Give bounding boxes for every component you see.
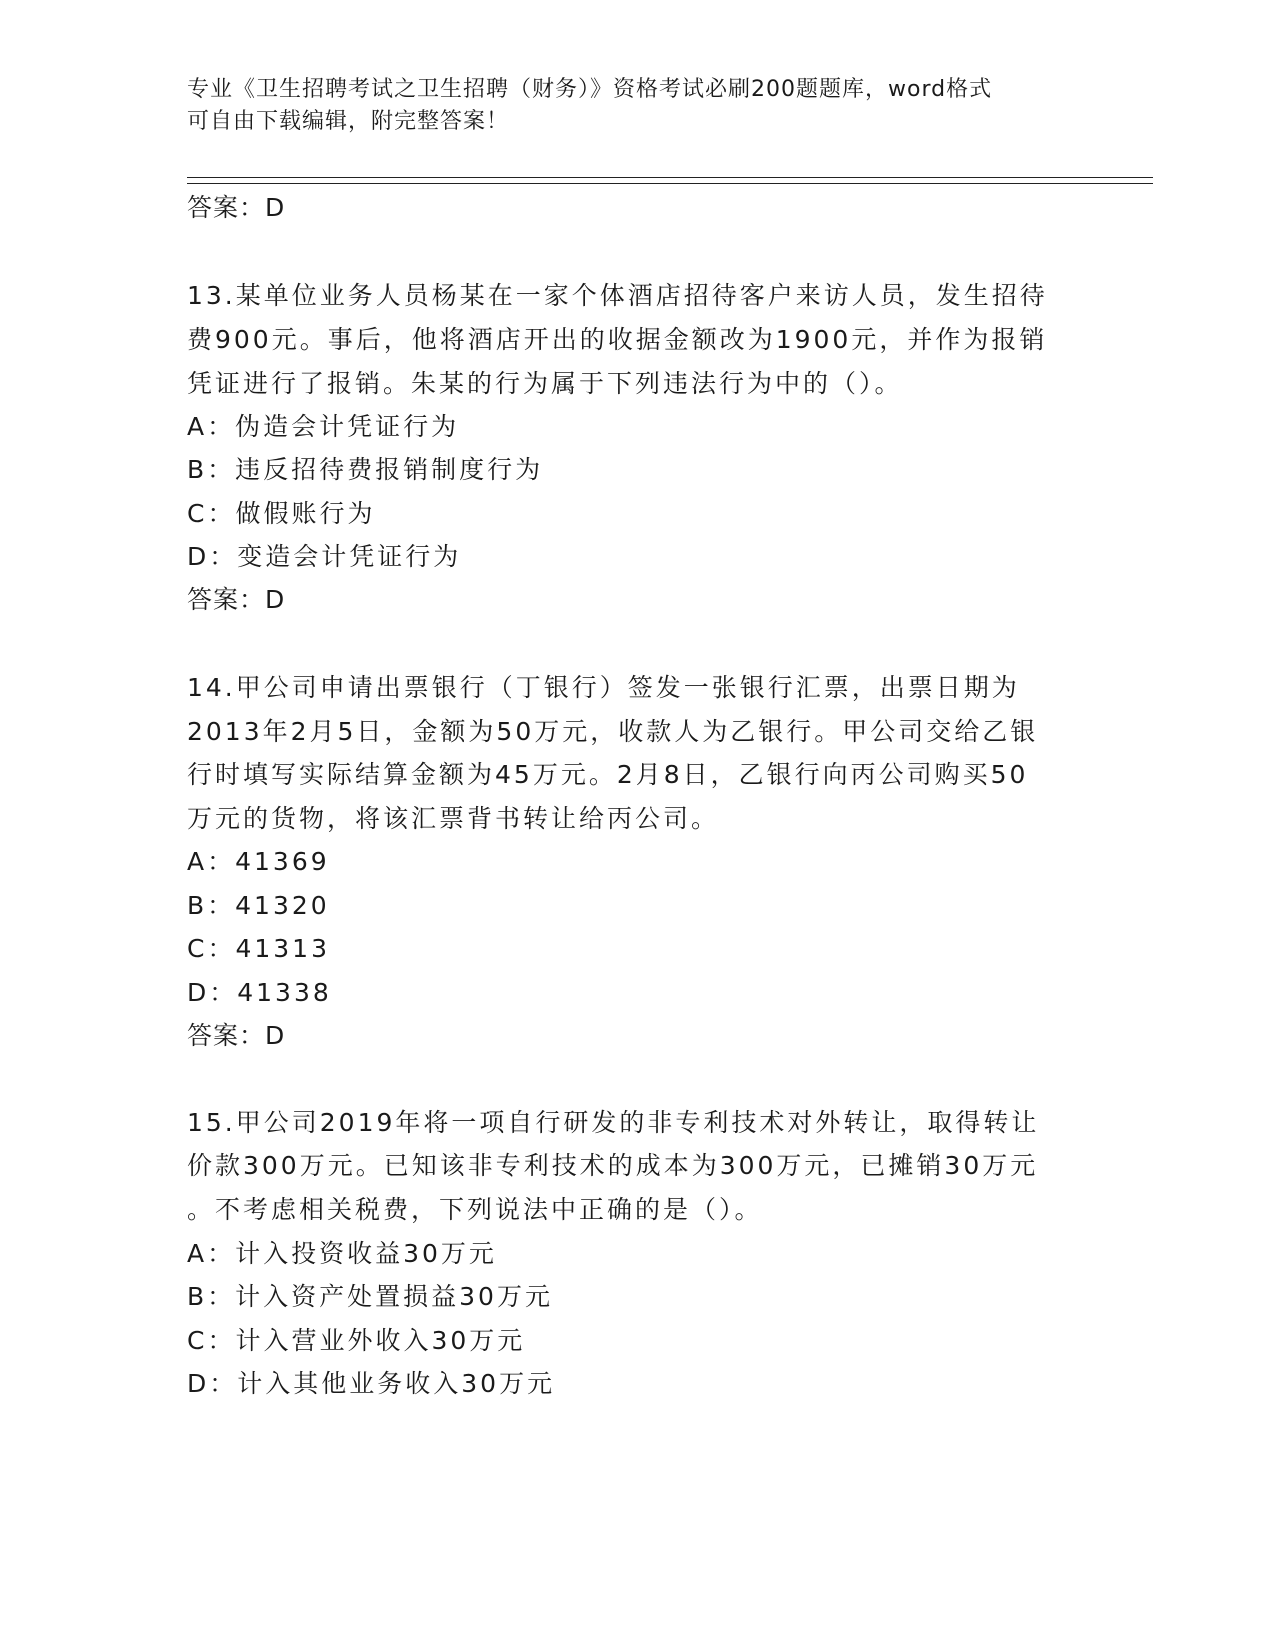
header-line-2: 可自由下载编辑，附完整答案！ <box>187 109 510 134</box>
header-divider-bottom <box>187 183 1153 184</box>
question-13-stem-1: 13.某单位业务人员杨某在一家个体酒店招待客户来访人员，发生招待 <box>187 281 1048 310</box>
document-header <box>187 74 1067 138</box>
question-13-option-b: B：违反招待费报销制度行为 <box>187 455 544 484</box>
question-14-option-b: B：41320 <box>187 891 330 920</box>
question-15-option-d: D：计入其他业务收入30万元 <box>187 1369 556 1398</box>
header-line-1: 专业《卫生招聘考试之卫生招聘（财务）》资格考试必刷200题题库，word格式 <box>187 77 993 102</box>
question-14-stem-4: 万元的货物，将该汇票背书转让给丙公司。 <box>187 804 720 833</box>
answer-line: 答案：D <box>187 193 286 222</box>
question-14-answer: 答案：D <box>187 1021 286 1050</box>
question-13-option-d: D：变造会计凭证行为 <box>187 542 462 571</box>
question-13-option-c: C：做假账行为 <box>187 499 376 528</box>
question-14-option-a: A：41369 <box>187 847 330 876</box>
question-13-stem-3: 凭证进行了报销。朱某的行为属于下列违法行为中的（）。 <box>187 369 903 398</box>
question-15-option-c: C：计入营业外收入30万元 <box>187 1326 526 1355</box>
question-14-stem-1: 14.甲公司申请出票银行（丁银行）签发一张银行汇票，出票日期为 <box>187 673 1020 702</box>
question-14-stem-3: 行时填写实际结算金额为45万元。2月8日，乙银行向丙公司购买50 <box>187 760 1029 789</box>
question-14-option-d: D：41338 <box>187 978 332 1007</box>
question-15-option-b: B：计入资产处置损益30万元 <box>187 1282 553 1311</box>
question-15-option-a: A：计入投资收益30万元 <box>187 1239 497 1268</box>
question-14-option-c: C：41313 <box>187 934 330 963</box>
question-13-answer: 答案：D <box>187 585 286 614</box>
header-divider-top <box>187 177 1153 178</box>
question-13-option-a: A：伪造会计凭证行为 <box>187 412 460 441</box>
question-15-stem-1: 15.甲公司2019年将一项自行研发的非专利技术对外转让，取得转让 <box>187 1108 1040 1137</box>
question-15-stem-3: 。不考虑相关税费，下列说法中正确的是（）。 <box>187 1195 763 1224</box>
question-14-stem-2: 2013年2月5日，金额为50万元，收款人为乙银行。甲公司交给乙银 <box>187 717 1039 746</box>
question-15-stem-2: 价款300万元。已知该非专利技术的成本为300万元，已摊销30万元 <box>187 1151 1039 1180</box>
question-13-stem-2: 费900元。事后，他将酒店开出的收据金额改为1900元，并作为报销 <box>187 325 1048 354</box>
